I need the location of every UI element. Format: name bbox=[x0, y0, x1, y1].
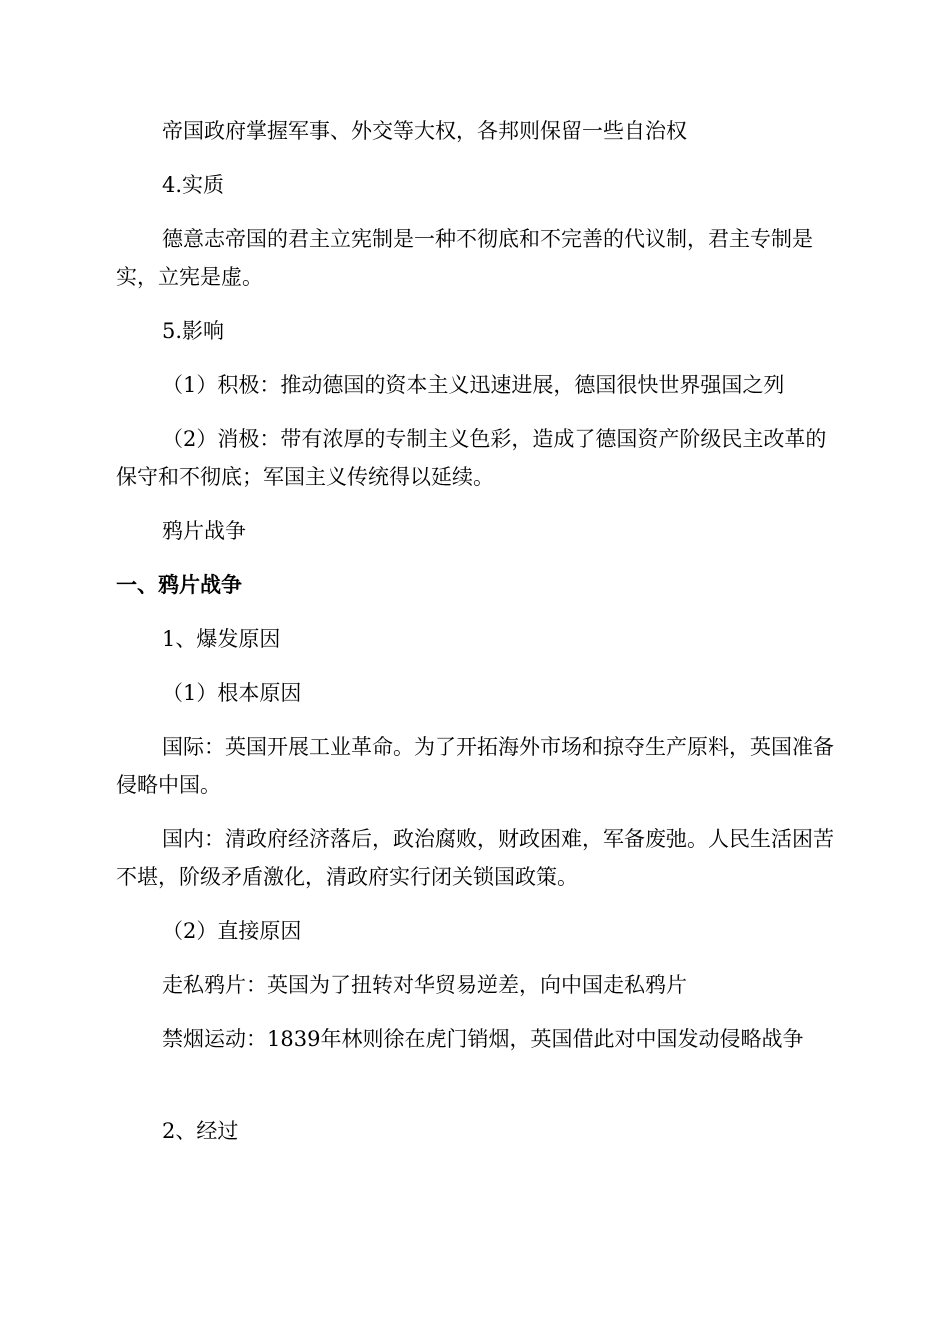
subheading-root-cause: （1）根本原因 bbox=[162, 681, 302, 705]
section-heading-opium-war: 一、鸦片战争 bbox=[116, 573, 242, 597]
paragraph-positive-influence: （1）积极：推动德国的资本主义迅速进展，德国很快世界强国之列 bbox=[162, 373, 785, 397]
paragraph-opium-war-title: 鸦片战争 bbox=[162, 519, 246, 543]
subheading-influence: 5.影响 bbox=[162, 319, 225, 343]
paragraph-opium-smuggling: 走私鸦片：英国为了扭转对华贸易逆差，向中国走私鸦片 bbox=[162, 973, 687, 997]
subheading-direct-cause: （2）直接原因 bbox=[162, 919, 302, 943]
subheading-process: 2、经过 bbox=[162, 1119, 239, 1143]
paragraph-imperial-government: 帝国政府掌握军事、外交等大权，各邦则保留一些自治权 bbox=[162, 119, 687, 143]
subheading-essence: 4.实质 bbox=[162, 173, 225, 197]
paragraph-opium-ban: 禁烟运动：1839年林则徐在虎门销烟，英国借此对中国发动侵略战争 bbox=[162, 1027, 804, 1051]
paragraph-negative-influence: （2）消极：带有浓厚的专制主义色彩，造成了德国资产阶级民主改革的保守和不彻底；军国主义传统得以延续。 bbox=[116, 427, 827, 489]
paragraph-essence-text: 德意志帝国的君主立宪制是一种不彻底和不完善的代议制，君主专制是实，立宪是虚。 bbox=[116, 227, 813, 289]
paragraph-domestic: 国内：清政府经济落后，政治腐败，财政困难，军备废弛。人民生活困苦不堪，阶级矛盾激化，清政府实行闭关锁国政策。 bbox=[116, 827, 834, 889]
subheading-causes: 1、爆发原因 bbox=[162, 627, 281, 651]
paragraph-international: 国际：英国开展工业革命。为了开拓海外市场和掠夺生产原料，英国准备侵略中国。 bbox=[116, 735, 834, 797]
